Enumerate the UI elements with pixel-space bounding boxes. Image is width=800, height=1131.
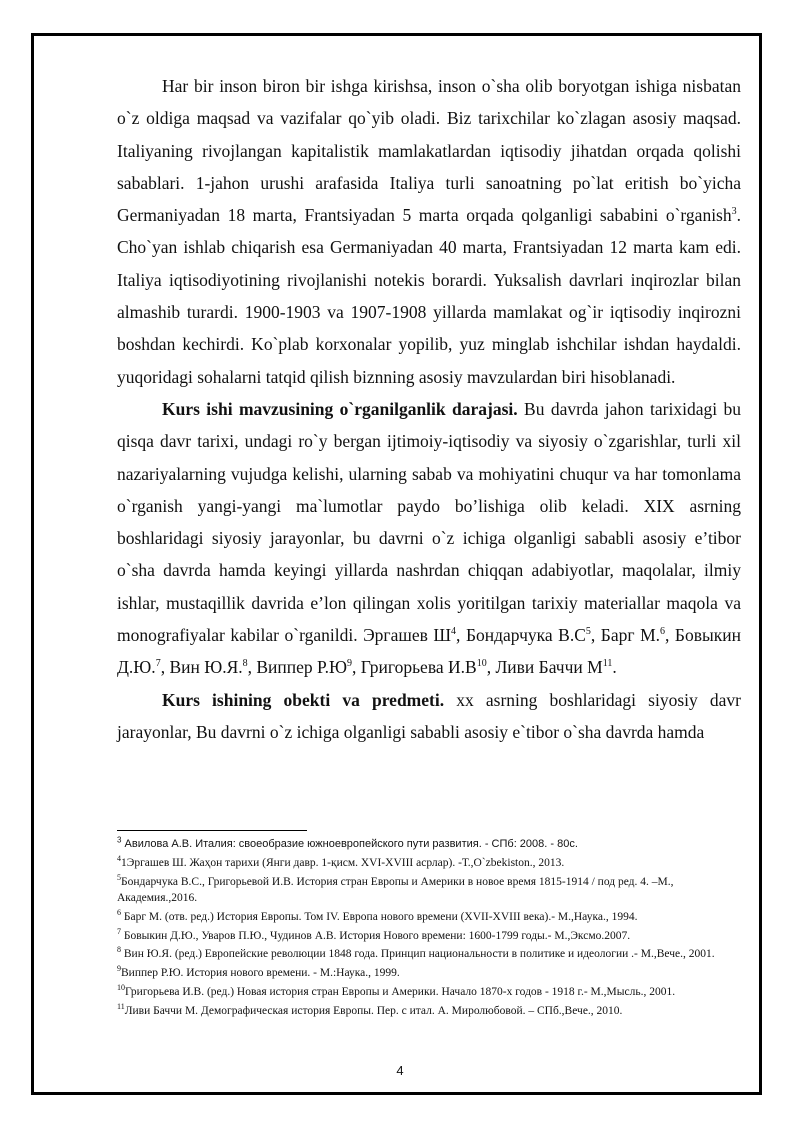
text-run: , Бовыкин Д.Ю. (117, 625, 741, 678)
footnote-number: 8 (117, 945, 121, 955)
footnote (117, 985, 741, 1001)
footnote-reference: 3 (731, 206, 737, 218)
paragraph-heading: Kurs ishining obekti va predmeti. (162, 689, 445, 710)
footnote-text: Бондарчука В.С., Григорьевой И.В. История стран Европы и Америки в новое время 1815-1914 / под ред. 4. –М., Академия.,2016. (117, 875, 674, 904)
text-run: Bu davrda jahon tarixidagi bu qisqa davr tarixi, undagi ro`y bergan ijtimoiy-iqtisodiy va siyosiy o`zgarishlar, turli xil nazariyalarning vujudga kelishi, ularning sabab va mohiyatini chuqur va har tomonlama o`rganish yangi-yangi ma`lumotlar paydo bo’lishiga olib keladi. XIX asrning boshlaridagi siyosiy jarayonlar, bu davrni o`z ichiga olganligi sababli asosiy e’tibor o`sha davrda hamda keyingi yillarda nashrdan chiqqan adabiyotlar, maqolalar, ilmiy ishlar, mustaqillik davrida e’lon qilingan xolis yoritilgan tarixiy materiallar maqola va monografiyalar kabilar o`rganildi. Эргашев Ш (117, 398, 741, 646)
text-run: , Барг М. (590, 625, 661, 646)
text-run: , Ливи Баччи М (486, 657, 603, 678)
paragraph-heading: Kurs ishi mavzusining o`rganilganlik darajasi. (162, 398, 518, 419)
footnote-number: 10 (117, 983, 125, 993)
text-run: , Бондарчука В.С (456, 625, 586, 646)
footnote (117, 1004, 741, 1020)
footnote-number: 9 (117, 964, 121, 974)
footnote-text: Барг М. (отв. ред.) История Европы. Том IV. Европа нового времени (XVII-XVIII века).- М.,Наука., 1994. (121, 910, 638, 923)
footnote-reference: 8 (242, 658, 248, 670)
footnote-text: Авилова А.В. Италия: своеобразие южноевропейского пути развития. - СПб: 2008. - 80с. (121, 838, 578, 850)
body-paragraph (117, 684, 741, 749)
footnote-text: Ливи Баччи М. Демографическая история Европы. Пер. с итал. А. Миролюбовой. – СПб.,Вече., 2010. (124, 1005, 623, 1018)
body-text (117, 70, 741, 748)
footnote-separator (117, 830, 307, 831)
footnote-reference: 11 (602, 658, 613, 670)
footnote-text: 1Эргашев Ш. Жаҳон тарихи (Янги давр. 1-қисм. XVI-XVIII асрлар). -Т.,O`zbekiston., 2013. (121, 856, 565, 869)
footnote-number: 11 (117, 1002, 125, 1012)
text-run: , Вин Ю.Я. (160, 657, 243, 678)
text-run: xx asrning boshlaridagi siyosiy davr jarayonlar, Bu davrni o`z ichiga olganligi sababli asosiy e`tibor o`sha davrda hamda (117, 689, 741, 742)
footnote-number: 6 (117, 907, 121, 917)
footnote-text: Григорьева И.В. (ред.) Новая история стран Европы и Америки. Начало 1870-х годов - 1918 г.- М.,Мысль., 2001. (125, 986, 676, 999)
footnote (117, 947, 741, 963)
footnote-reference: 6 (660, 626, 666, 638)
text-run: Har bir inson biron bir ishga kirishsa, inson o`sha olib boryotgan ishiga nisbatan o`z oldiga maqsad va vazifalar qo`yib oladi. Biz tarixchilar ko`zlagan asosiy maqsad. Italiyaning rivojlangan kapitalistik mamlakatlardan iqtisodiy jihatdan orqada qolishi sabablari. 1-jahon urushi arafasida Italiya turli sanoatning po`lat eritish bo`yicha Germaniyadan 18 marta, Frantsiyadan 5 marta orqada qolganligi sababini o`rganish (117, 76, 741, 226)
page-number: 4 (396, 1063, 404, 1078)
body-paragraph (117, 70, 741, 393)
footnote-number: 4 (117, 854, 121, 864)
footnote (117, 966, 741, 982)
footnote-text: Бовыкин Д.Ю., Уваров П.Ю., Чудинов А.В. История Нового времени: 1600-1799 годы.- М.,Эксмо.2007. (121, 929, 631, 942)
footnote-reference: 7 (155, 658, 161, 670)
footnote-number: 7 (117, 926, 121, 936)
footnote (117, 907, 741, 926)
footnote-reference: 10 (476, 658, 487, 670)
footnote (117, 872, 741, 907)
footnote-reference: 5 (585, 626, 591, 638)
text-run: , Григорьева И.В (351, 657, 477, 678)
footnotes (117, 837, 741, 1023)
body-paragraph (117, 393, 741, 684)
footnote (117, 926, 741, 945)
footnote (117, 856, 741, 872)
footnote-number: 5 (117, 872, 121, 882)
footnote (117, 837, 741, 853)
footnote-text: Виппер Р.Ю. История нового времени. - М.:Наука., 1999. (121, 967, 400, 980)
text-run: . (612, 657, 617, 678)
text-run: , Виппер Р.Ю (247, 657, 347, 678)
footnote-text: Вин Ю.Я. (ред.) Европейские революции 1848 года. Принцип национальности в политике и идеологии .- М.,Вече., 2001. (121, 948, 715, 961)
footnote-reference: 9 (346, 658, 352, 670)
text-run: . Cho`yan ishlab chiqarish esa Germaniyadan 40 marta, Frantsiyadan 12 marta kam edi. Italiya iqtisodiyotining rivojlanishi notekis borardi. Yuksalish davrlari inqirozlar bilan almashib turardi. 1900-1903 va 1907-1908 yillarda mamlakat og`ir iqtisodiy inqirozni boshdan kechirdi. Ko`plab korxonalar yopilib, yuz minglab ishchilar ishdan haydaldi. yuqoridagi sohalarni tatqid qilish biznning asosiy mavzulardan biri hisoblanadi. (117, 205, 741, 387)
footnote-number: 3 (117, 835, 122, 845)
footnote-reference: 4 (451, 626, 457, 638)
